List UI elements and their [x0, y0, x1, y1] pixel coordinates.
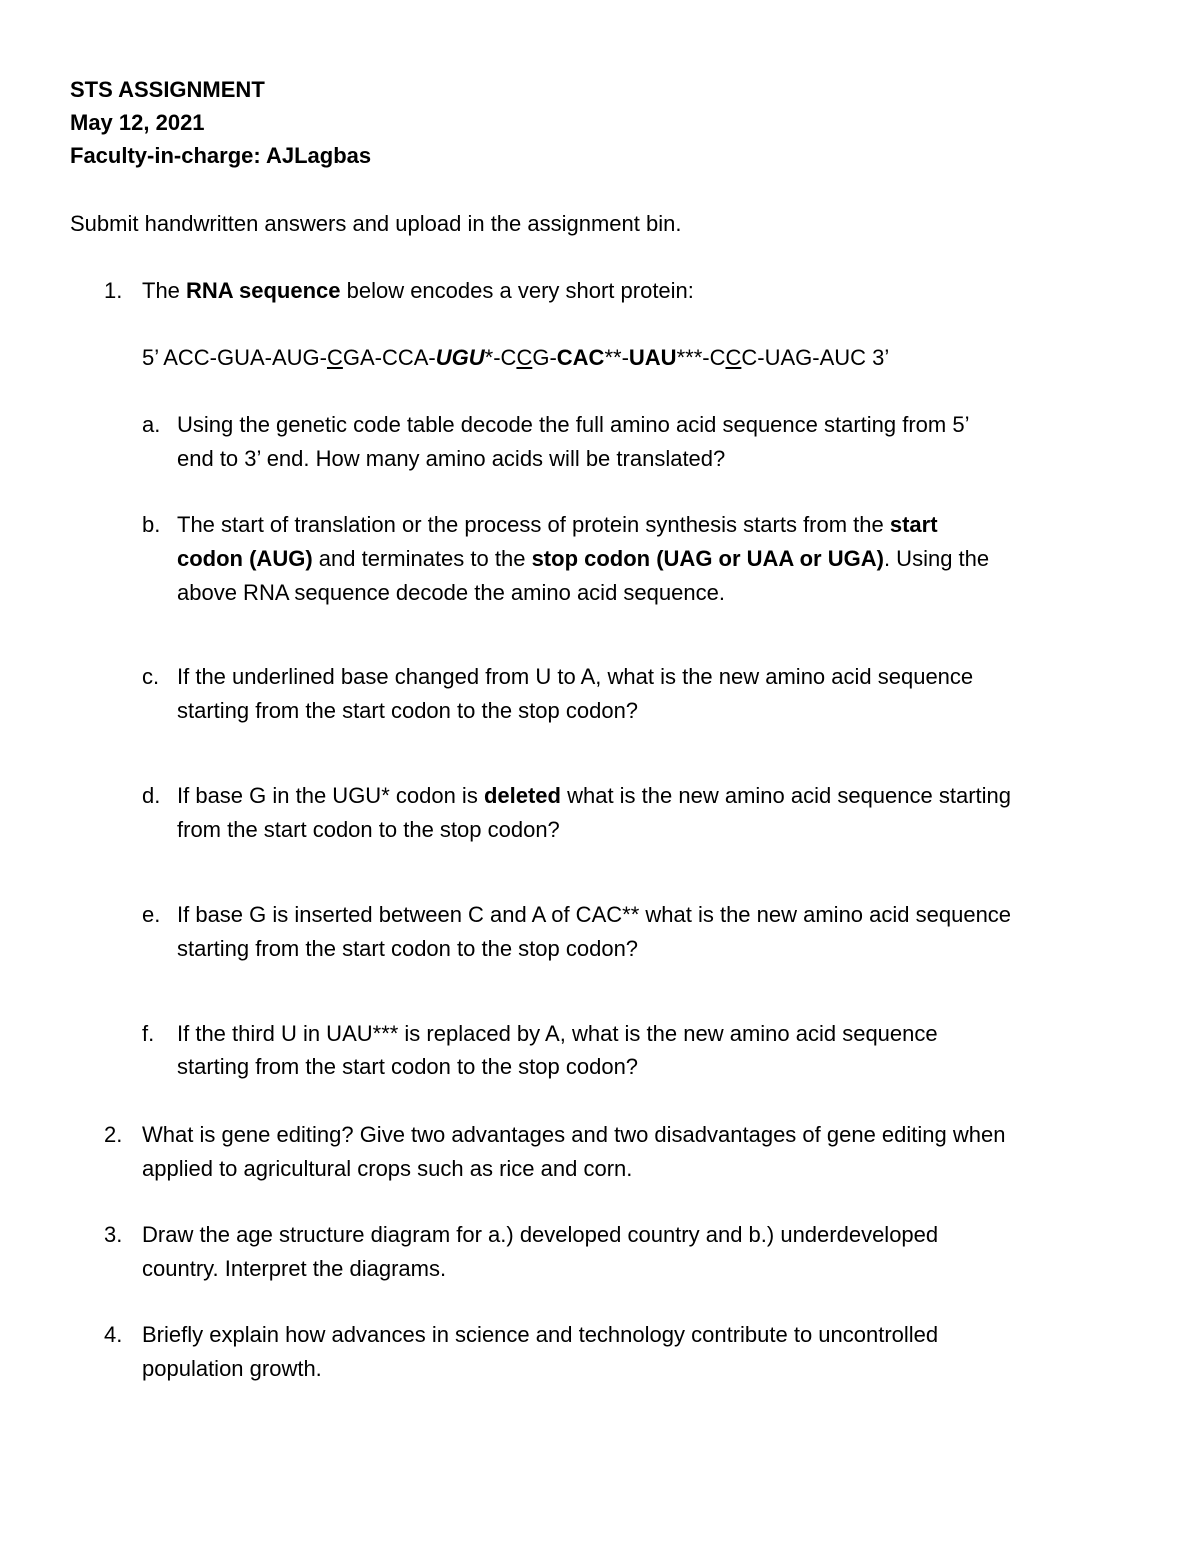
subquestion-c-label: c. — [142, 664, 160, 689]
underlined-base: C — [725, 345, 742, 370]
subquestion-b-line2: codon (AUG) and terminates to the stop codon (UAG or UAA or UGA). Using the — [177, 546, 990, 571]
instruction-text: Submit handwritten answers and upload in the assignment bin. — [70, 211, 682, 236]
subquestion-d-line2: from the start codon to the stop codon? — [177, 817, 560, 842]
question-3-number: 3. — [104, 1222, 123, 1247]
subquestion-c-line2: starting from the start codon to the stop codon? — [177, 698, 639, 723]
subquestion-e-line2: starting from the start codon to the stop codon? — [177, 936, 639, 961]
subquestion-a-line2: end to 3’ end. How many amino acids will be translated? — [177, 446, 726, 471]
subquestion-e-line1: If base G is inserted between C and A of CAC** what is the new amino acid sequence — [177, 902, 1012, 927]
underlined-base: C — [516, 345, 533, 370]
subquestion-b-line3: above RNA sequence decode the amino acid sequence. — [177, 580, 725, 605]
subquestion-a-label: a. — [142, 412, 161, 437]
subquestion-d-label: d. — [142, 783, 161, 808]
question-2-number: 2. — [104, 1122, 123, 1147]
subquestion-d-line1: If base G in the UGU* codon is deleted what is the new amino acid sequence starting — [177, 783, 1012, 808]
subquestion-c-line1: If the underlined base changed from U to A, what is the new amino acid sequence — [177, 664, 974, 689]
question-4-line1: Briefly explain how advances in science and technology contribute to uncontrolled — [142, 1322, 939, 1347]
question-3-line1: Draw the age structure diagram for a.) developed country and b.) underdeveloped — [142, 1222, 939, 1247]
question-3-line2: country. Interpret the diagrams. — [142, 1256, 447, 1281]
question-4-line2: population growth. — [142, 1356, 322, 1381]
faculty-in-charge: Faculty-in-charge: AJLagbas — [70, 143, 372, 168]
subquestion-f-label: f. — [142, 1021, 155, 1046]
subquestion-f-line2: starting from the start codon to the stop codon? — [177, 1054, 639, 1079]
assignment-date: May 12, 2021 — [70, 110, 205, 135]
subquestion-f-line1: If the third U in UAU*** is replaced by A, what is the new amino acid sequence — [177, 1021, 938, 1046]
subquestion-b-label: b. — [142, 512, 161, 537]
question-4-number: 4. — [104, 1322, 123, 1347]
rna-sequence: 5’ ACC-GUA-AUG-CGA-CCA-UGU*-CCG-CAC**-UAU***-CCC-UAG-AUC 3’ — [142, 345, 890, 370]
question-2-line2: applied to agricultural crops such as rice and corn. — [142, 1156, 633, 1181]
subquestion-e-label: e. — [142, 902, 161, 927]
question-2-line1: What is gene editing? Give two advantages and two disadvantages of gene editing when — [142, 1122, 1006, 1147]
subquestion-a-line1: Using the genetic code table decode the full amino acid sequence starting from 5’ — [177, 412, 970, 437]
underlined-base: C — [326, 345, 343, 370]
question-1-number: 1. — [104, 278, 123, 303]
subquestion-b-line1: The start of translation or the process of protein synthesis starts from the start — [177, 512, 938, 537]
question-1-intro: The RNA sequence below encodes a very short protein: — [142, 278, 694, 303]
assignment-title: STS ASSIGNMENT — [70, 77, 265, 102]
